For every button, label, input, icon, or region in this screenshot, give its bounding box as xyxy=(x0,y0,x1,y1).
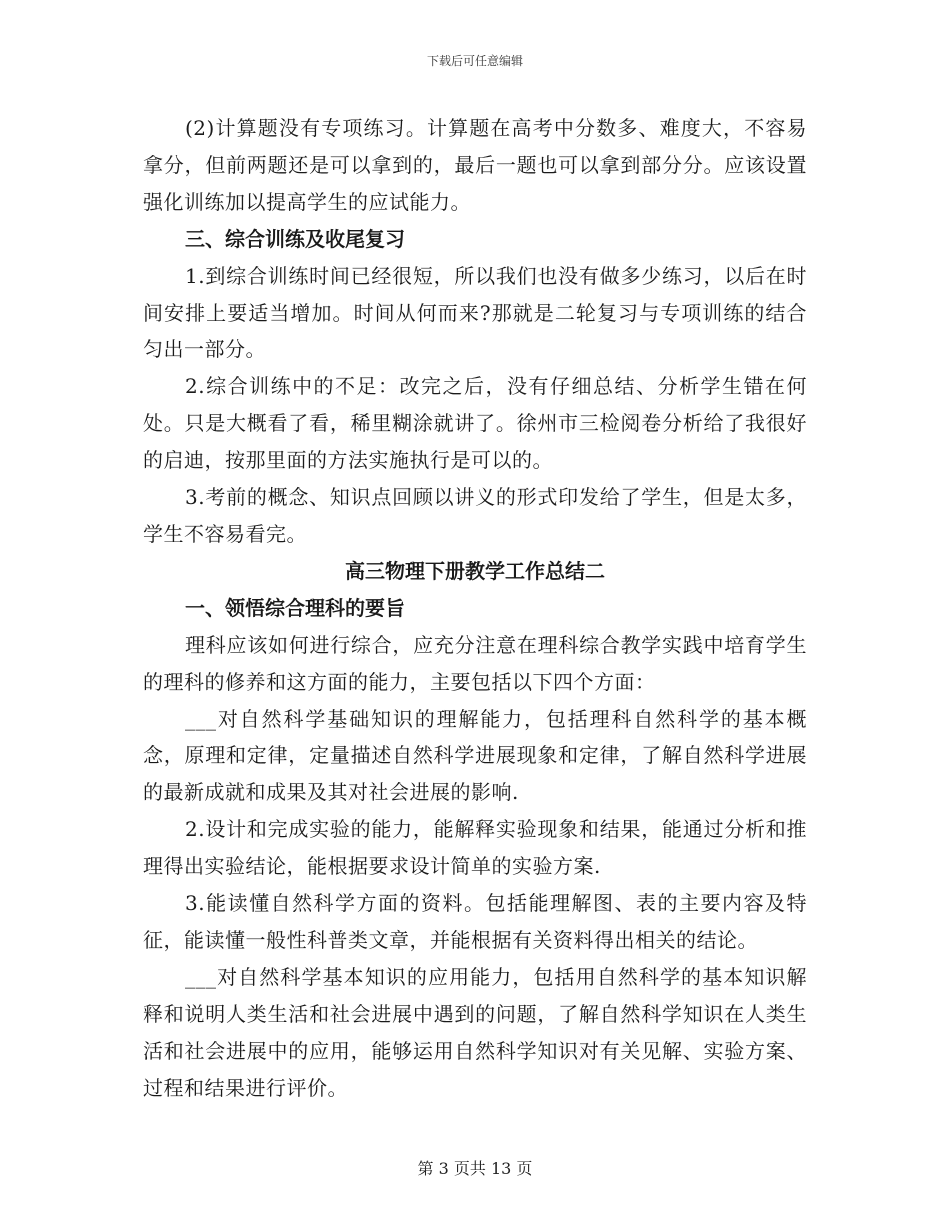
paragraph-ability-reading: 3.能读懂自然科学方面的资料。包括能理解图、表的主要内容及特征，能读懂一般性科普类文章，并能根据有关资料得出相关的结论。 xyxy=(143,891,807,952)
document-title-part-two: 高三物理下册教学工作总结二 xyxy=(345,558,605,583)
paragraph-calc-practice: (2)计算题没有专项练习。计算题在高考中分数多、难度大，不容易拿分，但前两题还是可以拿到的，最后一题也可以拿到部分分。应该设置强化训练加以提高学生的应试能力。 xyxy=(143,116,807,214)
paragraph-ability-understanding: ___对自然科学基础知识的理解能力，包括理科自然科学的基本概念，原理和定律，定量描述自然科学进展现象和定律，了解自然科学进展的最新成就和成果及其对社会进展的影响. xyxy=(143,706,807,805)
paragraph-ability-application: ___对自然科学基本知识的应用能力，包括用自然科学的基本知识解释和说明人类生活和社会进展中遇到的问题，了解自然科学知识在人类生活和社会进展中的应用，能够运用自然科学知识对有关见解、实验方案、过程和结果进行评价。 xyxy=(143,964,807,1100)
page-header: 下载后可任意编辑 xyxy=(426,54,523,68)
paragraph-review-handouts: 3.考前的概念、知识点回顾以讲义的形式印发给了学生，但是太多，学生不容易看完。 xyxy=(143,485,807,546)
paragraph-training-time: 1.到综合训练时间已经很短，所以我们也没有做多少练习，以后在时间安排上要适当增加。时间从何而来?那就是二轮复习与专项训练的结合匀出一部分。 xyxy=(143,263,807,362)
paragraph-ability-experiment: 2.设计和完成实验的能力，能解释实验现象和结果，能通过分析和推理得出实验结论，能根据要求设计简单的实验方案. xyxy=(143,817,807,879)
page-number-footer: 第 3 页共 13 页 xyxy=(417,1159,533,1178)
paragraph-integration-intro: 理科应该如何进行综合，应充分注意在理科综合教学实践中培育学生的理科的修养和这方面的能力，主要包括以下四个方面： xyxy=(143,632,807,694)
paragraph-training-shortcomings: 2.综合训练中的不足：改完之后，没有仔细总结、分析学生错在何处。只是大概看了看，稀里糊涂就讲了。徐州市三检阅卷分析给了我很好的启迪，按那里面的方法实施执行是可以的。 xyxy=(143,374,807,473)
section-heading-comprehensive-training: 三、综合训练及收尾复习 xyxy=(185,226,405,251)
document-body xyxy=(143,110,807,1106)
section-heading-integrated-science: 一、领悟综合理科的要旨 xyxy=(185,595,405,620)
